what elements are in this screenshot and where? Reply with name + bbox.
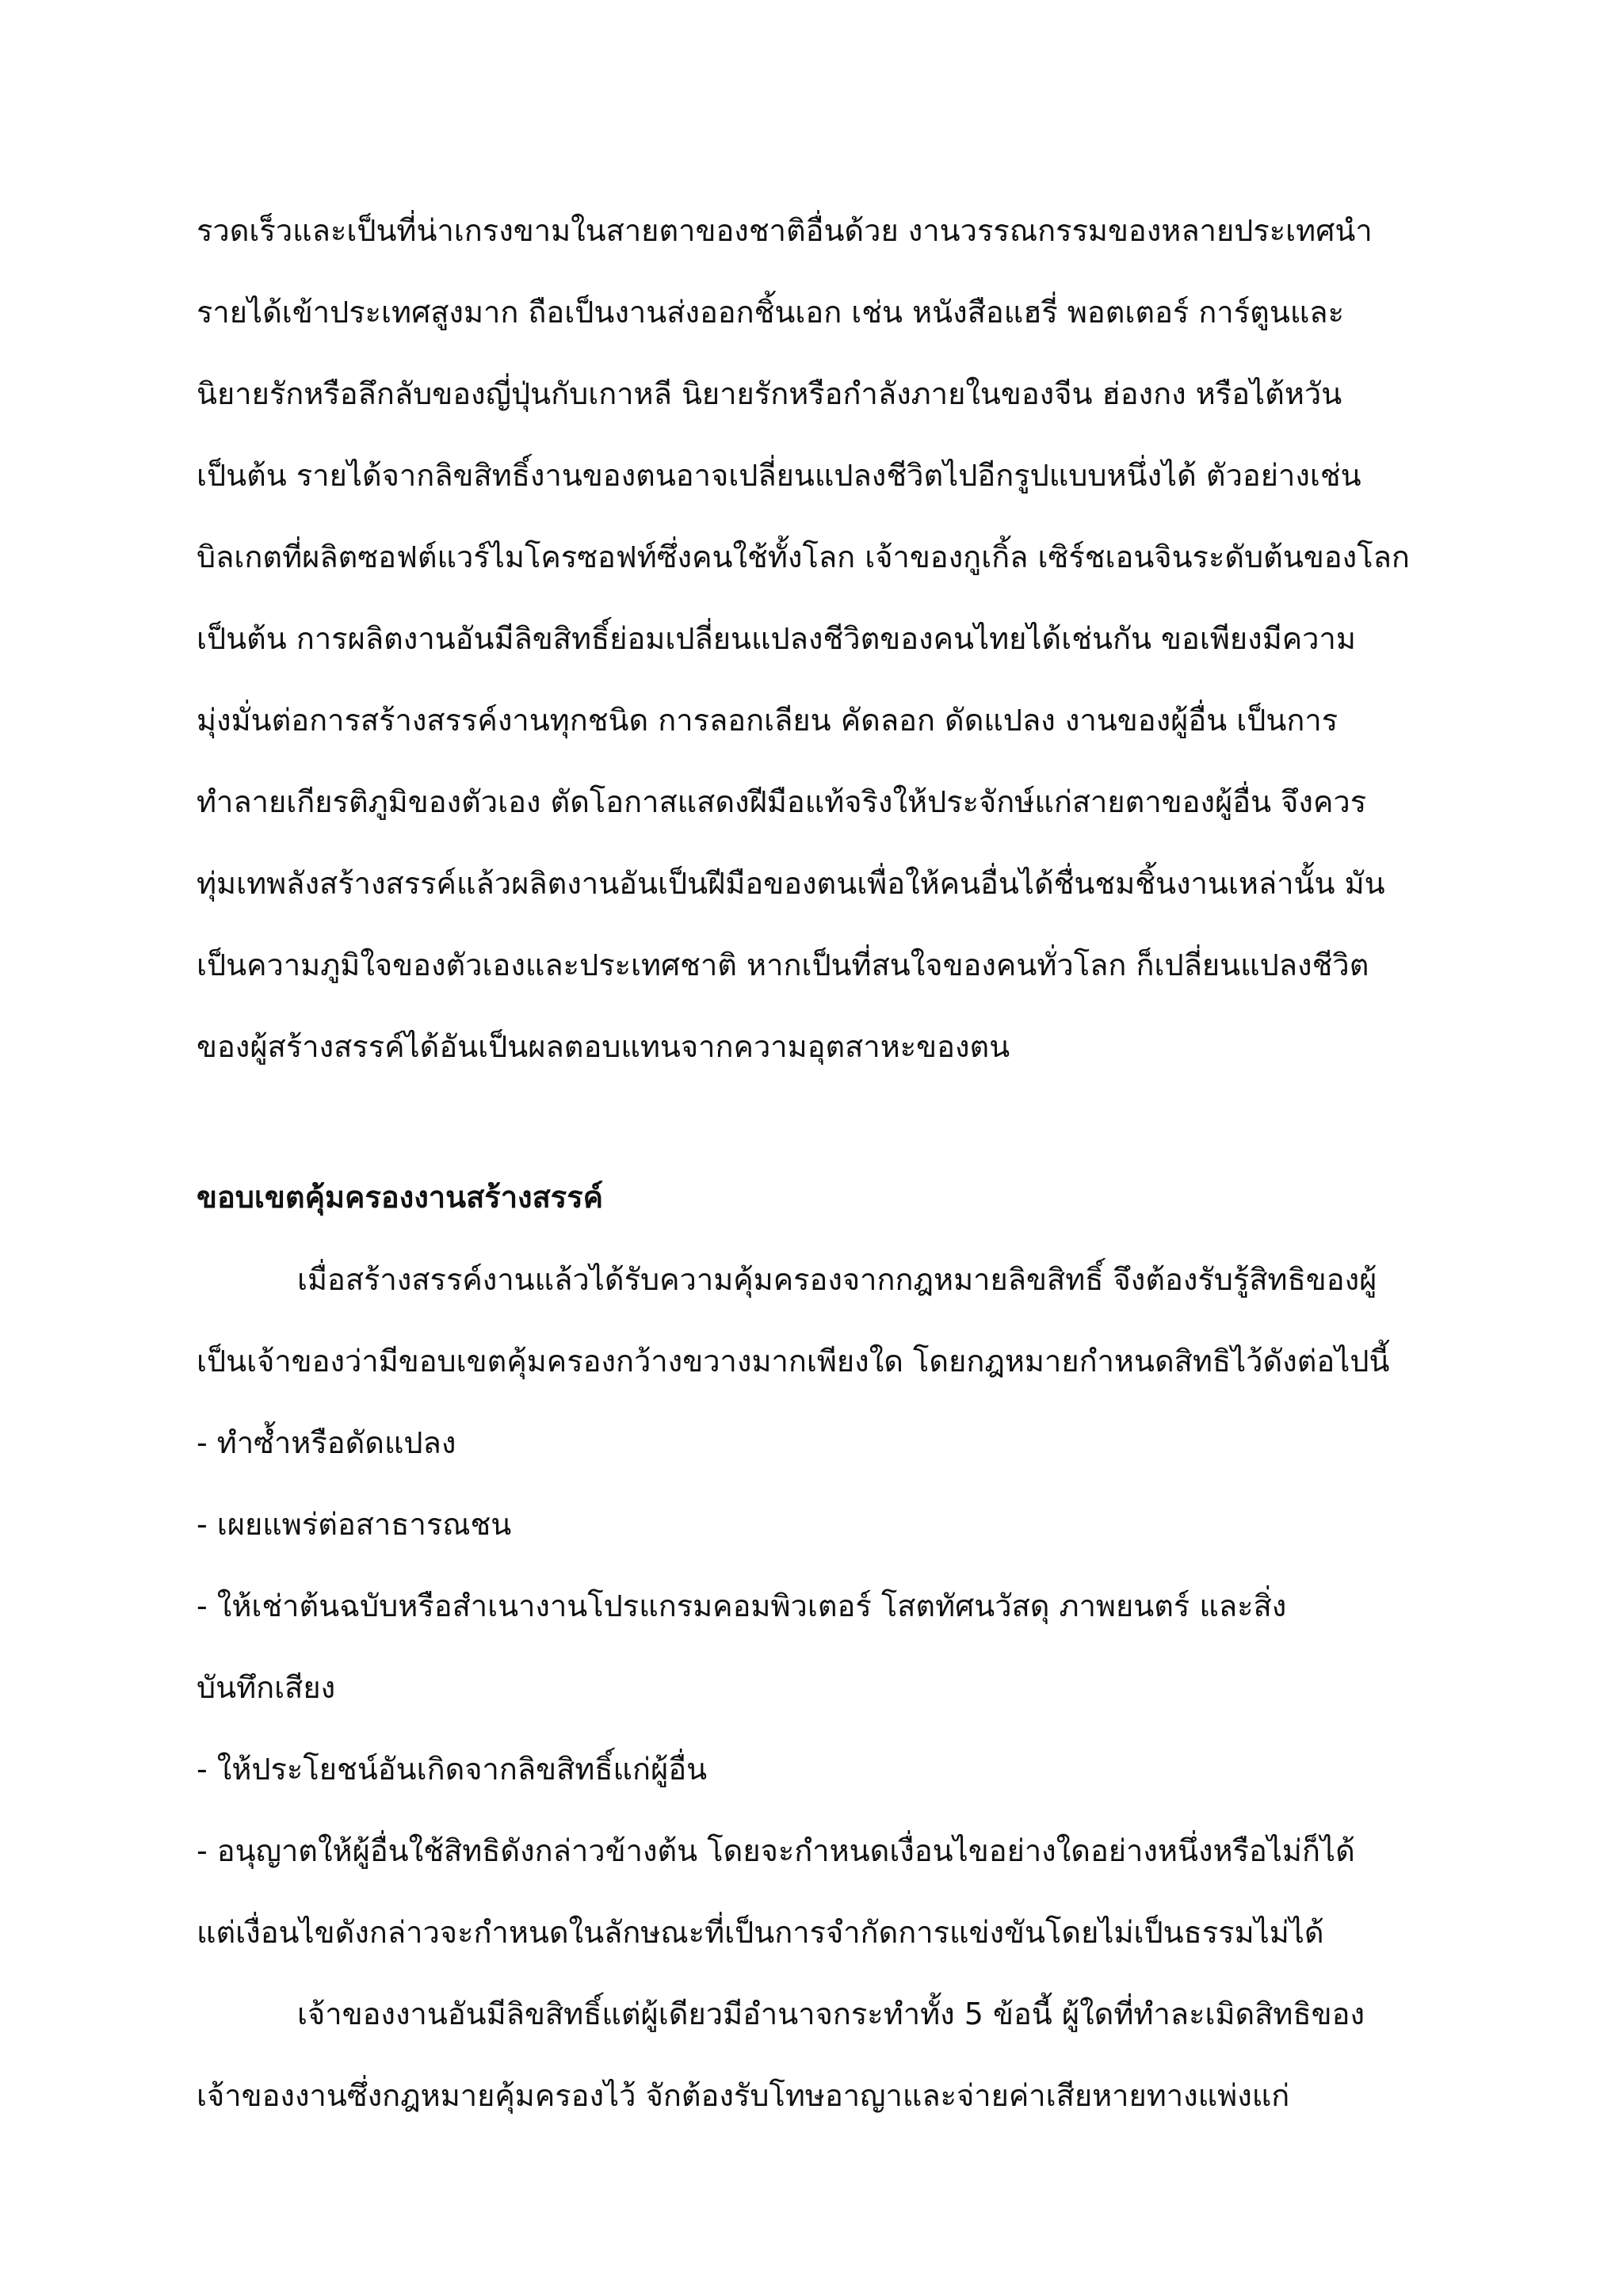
text-line: เจ้าของงานซึ่งกฎหมายคุ้มครองไว้ จักต้องรับโทษอาญาและจ่ายค่าเสียหายทางแพ่งแก่: [197, 2078, 1290, 2113]
text-line: เมื่อสร้างสรรค์งานแล้วได้รับความคุ้มครองจากกฎหมายลิขสิทธิ์ จึงต้องรับรู้สิทธิของผู้: [297, 1262, 1377, 1297]
section-heading: ขอบเขตคุ้มครองงานสร้างสรรค์: [197, 1180, 604, 1215]
list-item-continuation: บันทึกเสียง: [197, 1670, 336, 1705]
text-line: รวดเร็วและเป็นที่น่าเกรงขามในสายตาของชาติอื่นด้วย งานวรรณกรรมของหลายประเทศนำ: [197, 213, 1373, 248]
list-item-continuation: แต่เงื่อนไขดังกล่าวจะกำหนดในลักษณะที่เป็นการจำกัดการแข่งขันโดยไม่เป็นธรรมไม่ได้: [197, 1915, 1324, 1950]
text-line: เจ้าของงานอันมีลิขสิทธิ์แต่ผู้เดียวมีอำนาจกระทำทั้ง 5 ข้อนี้ ผู้ใดที่ทำละเมิดสิทธิของ: [297, 1997, 1365, 2031]
text-line: บิลเกตที่ผลิตซอฟต์แวร์ไมโครซอฟท์ซึ่งคนใช้ทั้งโลก เจ้าของกูเกิ้ล เซิร์ชเอนจินระดับต้นของโลก: [197, 540, 1410, 574]
list-item: - ให้ประโยชน์อันเกิดจากลิขสิทธิ์แก่ผู้อื่น: [197, 1752, 708, 1787]
text-line: เป็นเจ้าของว่ามีขอบเขตคุ้มครองกว้างขวางมากเพียงใด โดยกฎหมายกำหนดสิทธิไว้ดังต่อไปนี้: [197, 1344, 1390, 1379]
text-line: เป็นต้น รายได้จากลิขสิทธิ์งานของตนอาจเปลี่ยนแปลงชีวิตไปอีกรูปแบบหนึ่งได้ ตัวอย่างเช่น: [197, 458, 1361, 493]
text-line: ทำลายเกียรติภูมิของตัวเอง ตัดโอกาสแสดงฝีมือแท้จริงให้ประจักษ์แก่สายตาของผู้อื่น จึงควร: [197, 784, 1367, 819]
list-item: - ทำซ้ำหรือดัดแปลง: [197, 1425, 456, 1460]
text-line: ของผู้สร้างสรรค์ได้อันเป็นผลตอบแทนจากความอุตสาหะของตน: [197, 1029, 1010, 1064]
text-line: นิยายรักหรือลึกลับของญี่ปุ่นกับเกาหลี นิยายรักหรือกำลังภายในของจีน ฮ่องกง หรือไต้หวัน: [197, 376, 1342, 411]
text-line: มุ่งมั่นต่อการสร้างสรรค์งานทุกชนิด การลอกเลียน คัดลอก ดัดแปลง งานของผู้อื่น เป็นการ: [197, 703, 1338, 738]
text-line: ทุ่มเทพลังสร้างสรรค์แล้วผลิตงานอันเป็นฝีมือของตนเพื่อให้คนอื่นได้ชื่นชมชิ้นงานเหล่านั้น มัน: [197, 866, 1385, 901]
list-item: - ให้เช่าต้นฉบับหรือสำเนางานโปรแกรมคอมพิวเตอร์ โสตทัศนวัสดุ ภาพยนตร์ และสิ่ง: [197, 1589, 1287, 1623]
list-item: - เผยแพร่ต่อสาธารณชน: [197, 1507, 512, 1542]
text-line: รายได้เข้าประเทศสูงมาก ถือเป็นงานส่งออกชิ้นเอก เช่น หนังสือแฮรี่ พอตเตอร์ การ์ตูนและ: [197, 295, 1345, 330]
text-line: เป็นต้น การผลิตงานอันมีลิขสิทธิ์ย่อมเปลี่ยนแปลงชีวิตของคนไทยได้เช่นกัน ขอเพียงมีความ: [197, 621, 1356, 656]
list-item: - อนุญาตให้ผู้อื่นใช้สิทธิดังกล่าวข้างต้น โดยจะกำหนดเงื่อนไขอย่างใดอย่างหนึ่งหรือไม่ก็ได้: [197, 1833, 1355, 1868]
text-line: เป็นความภูมิใจของตัวเองและประเทศชาติ หากเป็นที่สนใจของคนทั่วโลก ก็เปลี่ยนแปลงชีวิต: [197, 948, 1369, 982]
